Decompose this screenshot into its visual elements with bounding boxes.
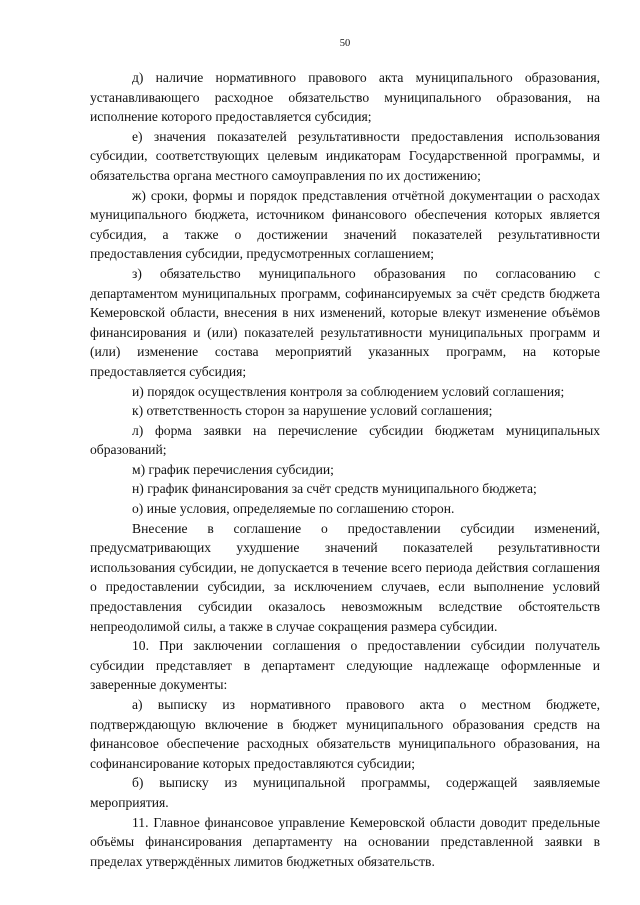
paragraph-item-z: з) обязательство муниципального образования по согласованию с департаментом муниципальных программ, софинансируемых за счёт средств бюджета Кемеровской области, внесения в них изменений, которые влекут изменение объёмов финансирования и (или) показателей результативности муниципальных программ и (или) изменение состава мероприятий указанных программ, на которые предоставляется субсидия; [90, 265, 600, 379]
paragraph-item-i: и) порядок осуществления контроля за соблюдением условий соглашения; [132, 383, 565, 399]
paragraph-item-d: д) наличие нормативного правового акта муниципального образования, устанавливающего расходное обязательство муниципального образования, на исполнение которого предоставляется субсидия; [90, 70, 600, 125]
paragraph-item-o: о) иные условия, определяемые по соглашению сторон. [132, 501, 455, 517]
paragraph-item-n: н) график финансирования за счёт средств муниципального бюджета; [132, 481, 537, 497]
paragraph-clause-10-a: а) выписку из нормативного правового акта о местном бюджете, подтверждающую включение в бюджет муниципального образования средств на финансовое обеспечение расходных обязательств муниципального образования, на софинансирование которых предоставляются субсидии; [90, 697, 600, 771]
paragraph-clause-11: 11. Главное финансовое управление Кемеровской области доводит предельные объёмы финансирования департаменту на основании представленной заявки в пределах утверждённых лимитов бюджетных обязательств. [90, 814, 600, 869]
paragraph-item-zh: ж) сроки, формы и порядок представления отчётной документации о расходах муниципального бюджета, источником финансового обеспечения которых является субсидия, а также о достижении значений показателей результативности предоставления субсидии, предусмотренных соглашением; [90, 187, 600, 262]
paragraph-clause-10-b: б) выписку из муниципальной программы, содержащей заявляемые мероприятия. [90, 775, 600, 810]
paragraph-item-k: к) ответственность сторон за нарушение условий соглашения; [132, 403, 493, 419]
document-body [90, 68, 600, 871]
paragraph-item-e: е) значения показателей результативности предоставления использования субсидии, соответствующих целевым индикаторам Государственной программы, и обязательства органа местного самоуправления по их достижению; [90, 128, 600, 183]
paragraph-clause-10: 10. При заключении соглашения о предоставлении субсидии получатель субсидии представляет в департамент следующие надлежаще оформленные и заверенные документы: [90, 638, 600, 693]
paragraph-item-l: л) форма заявки на перечисление субсидии бюджетам муниципальных образований; [90, 422, 600, 458]
page-number: 50 [339, 38, 351, 49]
paragraph-item-m: м) график перечисления субсидии; [132, 461, 334, 477]
paragraph-amendment: Внесение в соглашение о предоставлении субсидии изменений, предусматривающих ухудшение значений показателей результативности использования субсидии, не допускается в течение всего периода действия соглашения о предоставлении субсидии, за исключением случаев, если выполнение условий предоставления субсидии оказалось невозможным вследствие обстоятельств непреодолимой силы, а также в случае сокращения размера субсидии. [90, 520, 600, 634]
